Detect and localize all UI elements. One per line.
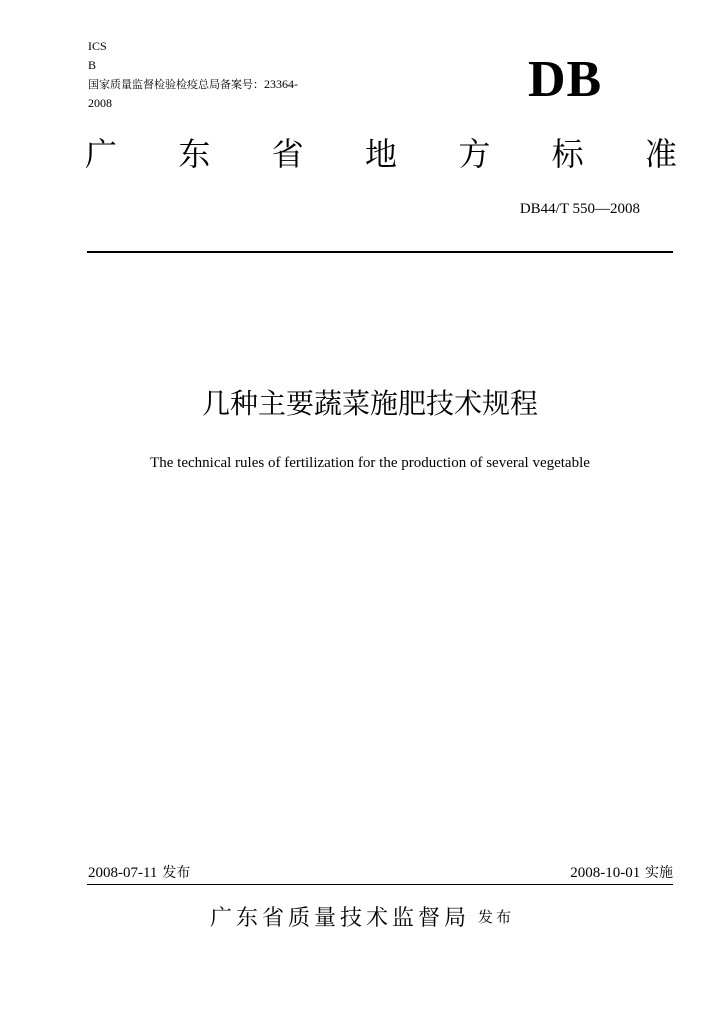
- document-title-en: The technical rules of fertilization for the production of several vegetable: [150, 455, 590, 471]
- db-logo: DB: [528, 51, 603, 108]
- standard-type: [85, 136, 677, 172]
- standard-type-char: 省: [271, 135, 304, 173]
- issue-date-line: [88, 863, 190, 882]
- issuer-line: [0, 905, 724, 933]
- ics-code: ICS: [88, 39, 107, 53]
- filing-number-part2: 2008: [88, 96, 112, 110]
- standard-type-char: 准: [644, 135, 677, 173]
- issuer-name: 广东省质量技术监督局: [209, 906, 470, 931]
- filing-label: 国家质量监督检验检疫总局备案号：: [88, 78, 264, 91]
- filing-number: [88, 77, 298, 92]
- footer-divider: [87, 884, 673, 885]
- filing-number-part1: 23364-: [264, 77, 298, 91]
- issuer-suffix: 发布: [478, 908, 515, 926]
- standard-type-char: 东: [178, 135, 211, 173]
- document-title-cn: 几种主要蔬菜施肥技术规程: [201, 387, 538, 420]
- implementation-date-line: [570, 863, 673, 882]
- header-divider: [87, 251, 673, 253]
- implementation-label: 实施: [645, 865, 673, 881]
- standard-number: DB44/T 550—2008: [519, 201, 640, 217]
- standard-type-char: 地: [364, 135, 397, 173]
- classification-code: B: [88, 58, 97, 72]
- standard-type-char: 方: [458, 135, 491, 173]
- standard-type-char: 标: [551, 135, 584, 173]
- standard-type-char: 广: [85, 135, 118, 173]
- implementation-date: 2008-10-01: [570, 865, 641, 881]
- issue-date: 2008-07-11: [88, 865, 158, 881]
- issue-label: 发布: [162, 865, 191, 881]
